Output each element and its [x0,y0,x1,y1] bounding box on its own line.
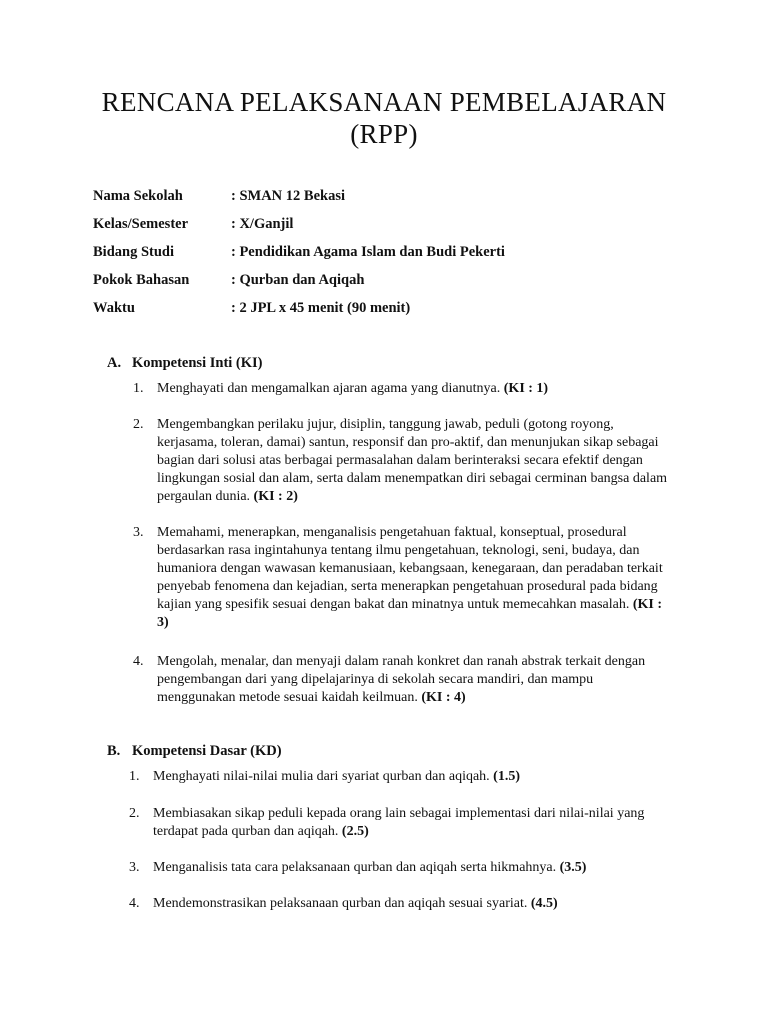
list-number: 2. [133,417,144,432]
section-title: Kompetensi Inti (KI) [132,355,263,371]
meta-label: Bidang Studi [93,244,175,260]
section-letter: B. [107,743,121,759]
section-letter: A. [107,355,122,371]
meta-row-time [93,298,505,326]
kd-item [129,859,689,877]
kd-code: (4.5) [530,896,558,911]
kd-item [129,805,689,841]
meta-label: Pokok Bahasan [93,272,190,288]
meta-row-topic [93,270,505,298]
section-title: Kompetensi Dasar (KD) [132,743,282,759]
meta-value: : 2 JPL x 45 menit (90 menit) [231,300,411,316]
ki-item [133,653,673,707]
list-number: 1. [133,381,144,396]
list-number: 3. [133,525,144,540]
meta-row-subject [93,242,505,270]
list-number: 4. [129,896,140,911]
ki-text: Memahami, menerapkan, menganalisis pengetahuan faktual, konseptual, prosedural berdasarkan rasa ingintahunya tentang ilmu pengetahuan, teknologi, seni, budaya, dan humaniora dengan wawasan kemanusiaan, kebangsaan, kenegaraan, dan peradaban terkait penyebab fenomena dan kejadian, serta menerapkan pengetahuan prosedural pada bidang kajian yang spesifik sesuai dengan bakat dan minatnya untuk memecahkan masalah. [157,525,663,612]
meta-row-class [93,214,505,242]
list-number: 4. [133,654,144,669]
meta-label: Kelas/Semester [93,216,189,232]
meta-value: : Pendidikan Agama Islam dan Budi Pekerti [231,244,505,260]
identity-table [93,186,505,326]
page-title [0,86,768,150]
ki-text: Menghayati dan mengamalkan ajaran agama yang dianutnya. [157,381,501,396]
title-line-2: (RPP) [350,119,418,149]
meta-value: : SMAN 12 Bekasi [231,188,345,204]
ki-item [133,416,673,506]
ki-code: (KI : 1) [503,381,549,396]
section-heading-ki [107,355,263,372]
kd-text: Membiasakan sikap peduli kepada orang lain sebagai implementasi dari nilai-nilai yang terdapat pada qurban dan aqiqah. [153,806,645,839]
ki-text: Mengolah, menalar, dan menyaji dalam ranah konkret dan ranah abstrak terkait dengan pengembangan dari yang dipelajarinya di sekolah secara mandiri, dan mampu menggunakan metode sesuai kaidah keilmuan. [157,654,646,705]
ki-item [133,380,673,398]
section-heading-kd [107,743,282,760]
list-number: 3. [129,860,140,875]
meta-row-school [93,186,505,214]
ki-item [133,524,673,632]
kd-text: Menghayati nilai-nilai mulia dari syariat qurban dan aqiqah. [153,769,490,784]
kd-item [129,768,689,786]
kd-code: (1.5) [493,769,520,784]
title-line-1: RENCANA PELAKSANAAN PEMBELAJARAN [101,87,667,117]
kd-code: (2.5) [341,824,369,839]
ki-code: (KI : 4) [421,690,466,705]
kd-text: Mendemonstrasikan pelaksanaan qurban dan aqiqah sesuai syariat. [153,896,528,911]
list-number: 1. [129,769,140,784]
ki-text: Mengembangkan perilaku jujur, disiplin, tanggung jawab, peduli (gotong royong, kerjasama, toleran, damai) santun, responsif dan pro-aktif, dan menunjukan sikap sebagai bagian dari solusi atas berbagai permasalahan dalam berinteraksi secara efektif dengan lingkungan sosial dan alam, serta dalam menempatkan diri sebagai cerminan bangsa dalam pergaulan dunia. [157,417,668,504]
meta-value: : X/Ganjil [231,216,294,232]
kd-item [129,895,689,913]
list-number: 2. [129,806,140,821]
meta-value: : Qurban dan Aqiqah [231,272,365,288]
meta-label: Nama Sekolah [93,188,183,204]
meta-label: Waktu [93,300,135,316]
kd-text: Menganalisis tata cara pelaksanaan qurban dan aqiqah serta hikmahnya. [153,860,557,875]
ki-code: (KI : 3) [157,597,663,630]
ki-code: (KI : 2) [253,489,298,504]
kd-code: (3.5) [559,860,587,875]
